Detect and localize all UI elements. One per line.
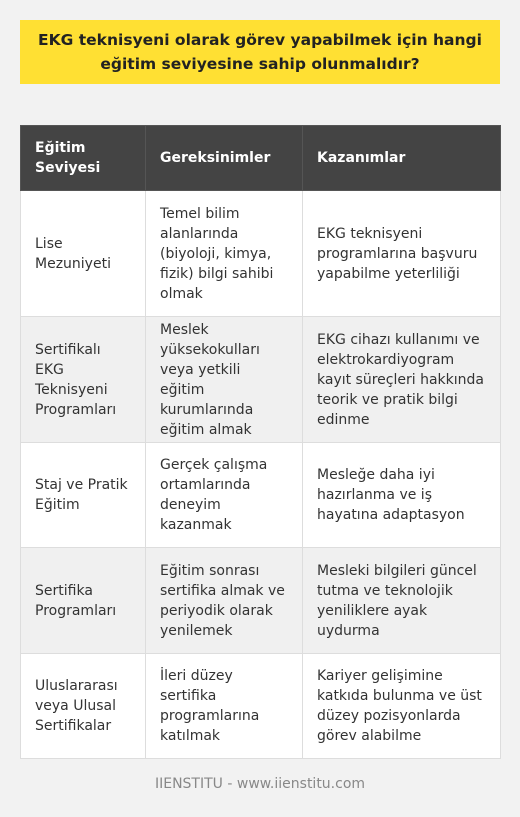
education-table [20, 125, 501, 759]
cell-requirements: Temel bilim alanlarında (biyoloji, kimya, fizik) bilgi sahibi olmak [146, 191, 303, 317]
table-row [21, 548, 501, 654]
cell-education-level: Lise Mezuniyeti [21, 191, 146, 317]
cell-gains: EKG teknisyeni programlarına başvuru yapabilme yeterliliği [303, 191, 501, 317]
cell-requirements: Eğitim sonrası sertifika almak ve periyodik olarak yenilemek [146, 548, 303, 654]
table-row [21, 191, 501, 317]
cell-education-level: Sertifika Programları [21, 548, 146, 654]
cell-gains: EKG cihazı kullanımı ve elektrokardiyogram kayıt süreçleri hakkında teorik ve pratik bilgi edinme [303, 317, 501, 443]
cell-requirements: İleri düzey sertifika programlarına katılmak [146, 654, 303, 759]
cell-education-level: Staj ve Pratik Eğitim [21, 443, 146, 548]
cell-education-level: Sertifikalı EKG Teknisyeni Programları [21, 317, 146, 443]
header-gains: Kazanımlar [303, 126, 501, 191]
cell-gains: Kariyer gelişimine katkıda bulunma ve üst düzey pozisyonlarda görev alabilme [303, 654, 501, 759]
cell-gains: Mesleğe daha iyi hazırlanma ve iş hayatına adaptasyon [303, 443, 501, 548]
header-education-level: Eğitim Seviyesi [21, 126, 146, 191]
title-banner [20, 20, 500, 84]
header-requirements: Gereksinimler [146, 126, 303, 191]
cell-gains: Mesleki bilgileri güncel tutma ve teknolojik yeniliklere ayak uydurma [303, 548, 501, 654]
page-title: EKG teknisyeni olarak görev yapabilmek için hangi eğitim seviyesine sahip olunmalıdır? [38, 31, 482, 73]
table-row [21, 443, 501, 548]
cell-requirements: Gerçek çalışma ortamlarında deneyim kazanmak [146, 443, 303, 548]
cell-requirements: Meslek yüksekokulları veya yetkili eğitim kurumlarında eğitim almak [146, 317, 303, 443]
table-row [21, 317, 501, 443]
cell-education-level: Uluslararası veya Ulusal Sertifikalar [21, 654, 146, 759]
table-header-row [21, 126, 501, 191]
table-row [21, 654, 501, 759]
footer-credit: IIENSTITU - www.iienstitu.com [154, 776, 366, 792]
